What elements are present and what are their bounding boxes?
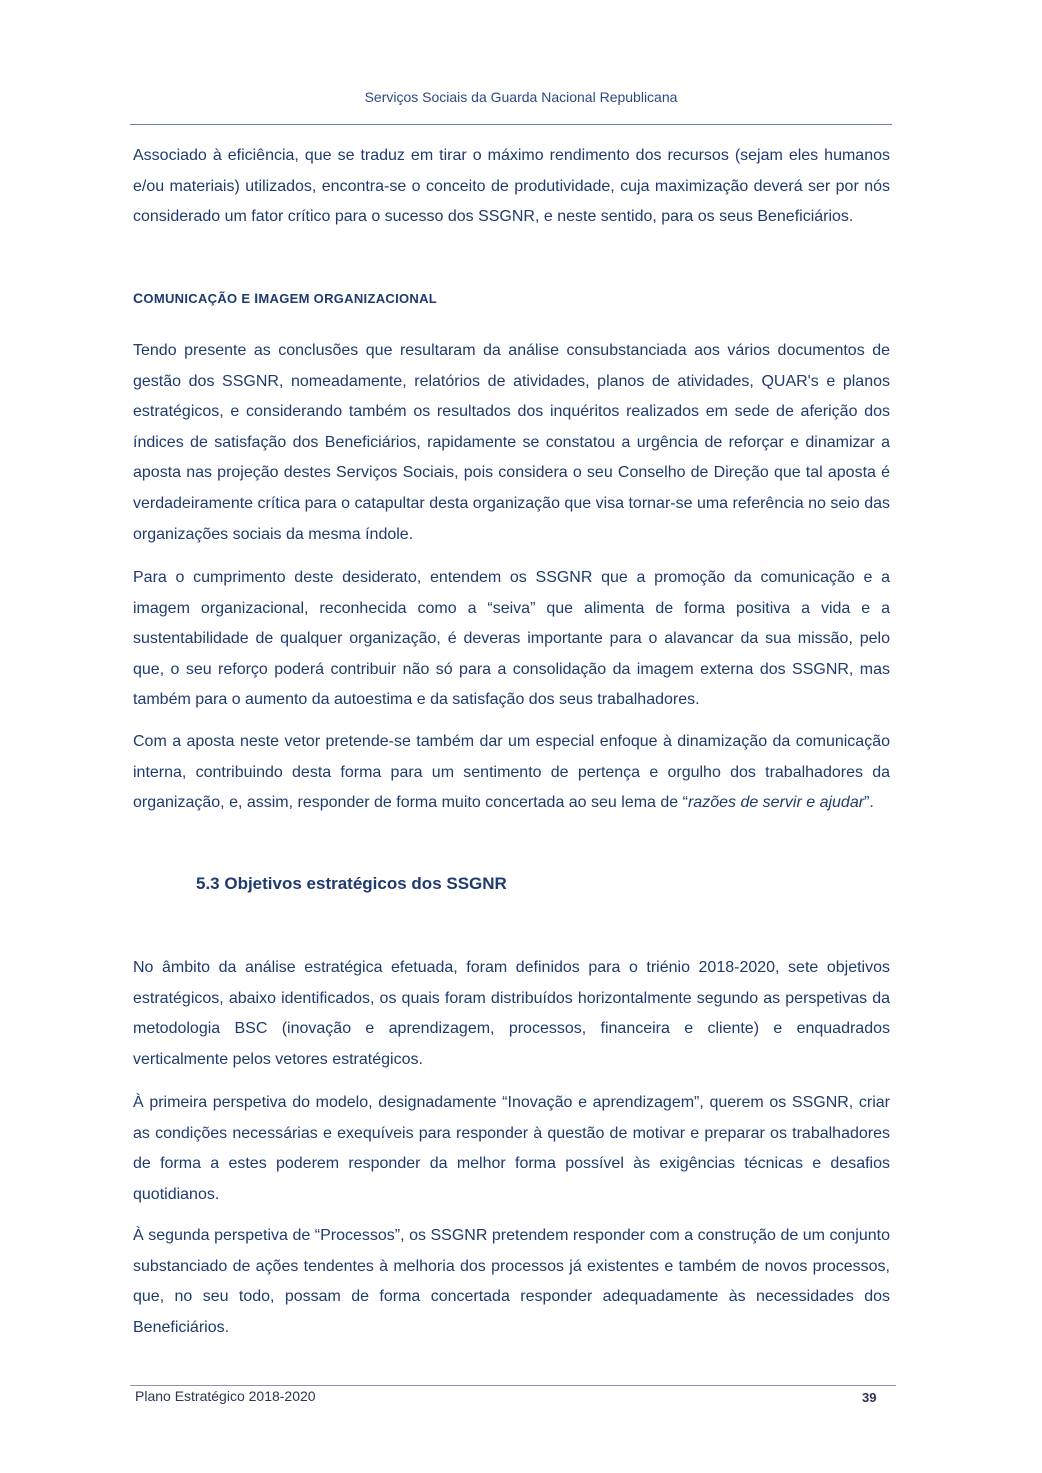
paragraph-second-perspective: À segunda perspetiva de “Processos”, os SSGNR pretendem responder com a construção de um conjunto substanciado de ações tendentes à melhoria dos processos já existentes e também de novos processos, que, no seu todo, possam de forma concertada responder adequadamente às necessidades dos Beneficiários. — [133, 1227, 890, 1336]
page-number: 39 — [862, 1390, 877, 1405]
section-heading-initial-i: I — [254, 290, 259, 306]
paragraph-conclusions: Tendo presente as conclusões que resultaram da análise consubstanciada aos vários documentos de gestão dos SSGNR, nomeadamente, relatórios de atividades, planos de atividades, QUAR's e planos estratégicos, e considerando também os resultados dos inquéritos realizados em sede de aferição dos índices de satisfação dos Beneficiários, rapidamente se constatou a urgência de reforçar e dinamizar a aposta nas projeção destes Serviços Sociais, pois considera o seu Conselho de Direção que tal aposta é verdadeiramente crítica para o catapultar desta organização que visa tornar-se uma referência no seio das organizações sociais da mesma índole. — [133, 342, 890, 543]
paragraph-productivity: Associado à eficiência, que se traduz em tirar o máximo rendimento dos recursos (sejam eles humanos e/ou materiais) utilizados, encontra-se o conceito de produtividade, cuja maximização deverá ser por nós considerado um fator crítico para o sucesso dos SSGNR, e neste sentido, para os seus Beneficiários. — [133, 147, 890, 226]
page-header-title: Serviços Sociais da Guarda Nacional Republicana — [364, 89, 678, 105]
paragraph-first-perspective: À primeira perspetiva do modelo, designadamente “Inovação e aprendizagem”, querem os SSGNR, criar as condições necessárias e exequíveis para responder à questão de motivar e preparar os trabalhadores de forma a estes poderem responder da melhor forma possível às exigências técnicas e desafios quotidianos. — [133, 1094, 890, 1203]
section-heading-part-2: MAGEM ORGANIZACIONAL — [258, 291, 438, 306]
footer-document-title: Plano Estratégico 2018-2020 — [135, 1388, 316, 1404]
paragraph-desiderato: Para o cumprimento deste desiderato, entendem os SSGNR que a promoção da comunicação e a imagem organizacional, reconhecida como a “seiva” que alimenta de forma positiva a vida e a sustentabilidade de qualquer organização, é deveras importante para o alavancar da sua missão, pelo que, o seu reforço poderá contribuir não só para a consolidação da imagem externa dos SSGNR, mas também para o aumento da autoestima e da satisfação dos seus trabalhadores. — [133, 569, 890, 709]
header-divider — [130, 124, 892, 125]
paragraph-internal-communication — [133, 727, 890, 819]
section-heading-part-1: OMUNICAÇÃO E — [143, 291, 255, 306]
subsection-title: 5.3 Objetivos estratégicos dos SSGNR — [196, 874, 507, 893]
section-heading-initial-c: C — [133, 290, 144, 306]
footer-divider — [130, 1385, 896, 1386]
paragraph-internal-communication-end: ”. — [864, 794, 874, 812]
paragraph-strategic-analysis: No âmbito da análise estratégica efetuada, foram definidos para o triénio 2018-2020, sete objetivos estratégicos, abaixo identificados, os quais foram distribuídos horizontalmente segundo as perspetivas da metodologia BSC (inovação e aprendizagem, processos, financeira e cliente) e enquadrados verticalmente pelos vetores estratégicos. — [133, 959, 890, 1068]
section-heading-communication — [133, 290, 437, 306]
motto-italic: razões de servir e ajudar — [687, 794, 865, 812]
paragraph-internal-communication-text: Com a aposta neste vetor pretende-se também dar um especial enfoque à dinamização da comunicação interna, contribuindo desta forma para um sentimento de pertença e orgulho dos trabalhadores da organização, e, assim, responder de forma muito concertada ao seu lema de “ — [133, 733, 890, 812]
